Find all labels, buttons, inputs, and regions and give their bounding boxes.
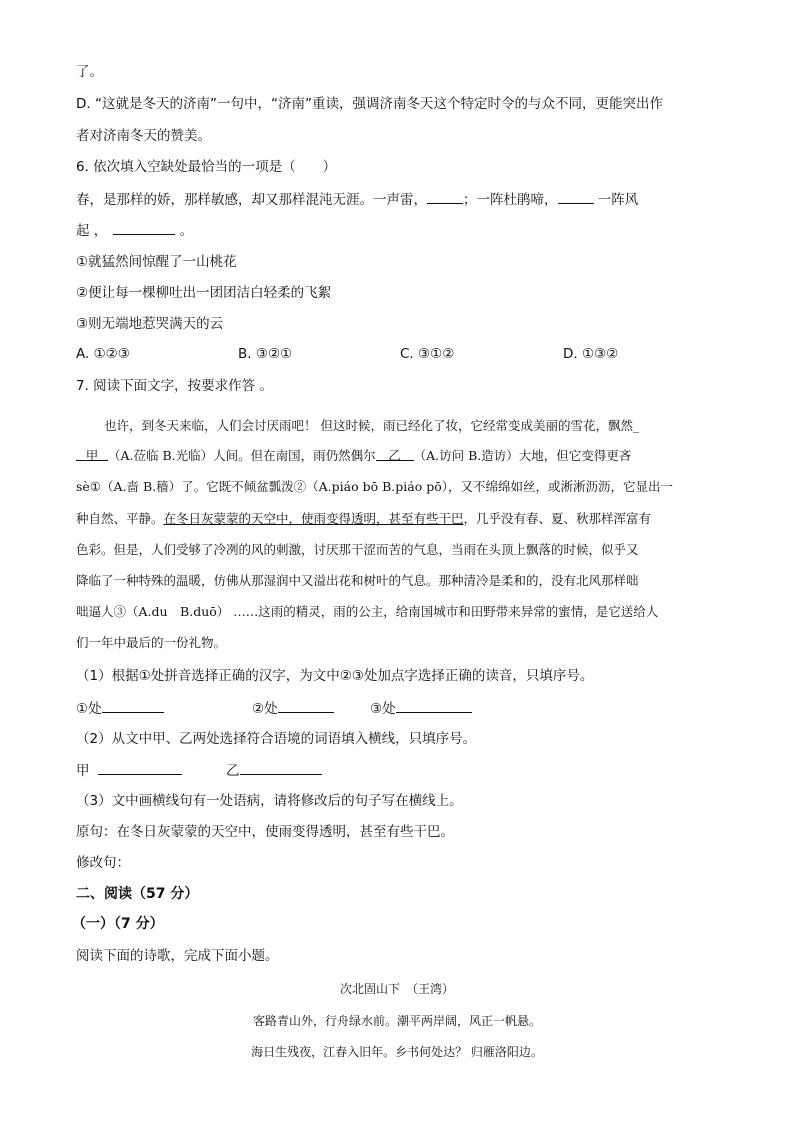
passage-text: （A.莅临 B.光临）人间。但在南国，雨仍然偶尔	[108, 448, 376, 463]
answer-blank	[113, 220, 175, 235]
answer-row	[252, 698, 334, 719]
stem-text: 一阵风	[593, 192, 639, 208]
option-c: C. ③①②	[400, 346, 455, 362]
option-a: A. ①②③	[76, 346, 130, 362]
passage-text: （A.访问 B.造访）大地，但它变得更吝	[413, 448, 632, 463]
question-6-stem	[76, 189, 638, 210]
stem-text: ；一阵杜鹃啼，	[463, 192, 558, 208]
answer-blank	[98, 760, 182, 775]
answer-label: 甲	[76, 763, 94, 779]
passage-text: 种自然、平静。	[76, 511, 164, 526]
stem-text: 起 ，	[76, 223, 108, 239]
choice-item: ①就猛然间惊醒了一山桃花	[76, 254, 237, 270]
choice-item: ③则无端地惹哭满天的云	[76, 316, 224, 332]
subsection-heading: （一）（7 分）	[72, 916, 164, 932]
answer-blank	[102, 698, 164, 713]
answer-blank	[427, 189, 463, 204]
option-d-line: D. “这就是冬天的济南”一句中，“济南”重读，强调济南冬天这个特定时令的与众不同，更能突出作	[76, 96, 663, 112]
choice-item: ②便让每一棵柳吐出一团团洁白轻柔的飞絮	[76, 285, 332, 301]
question-6-stem	[76, 220, 193, 241]
answer-row	[76, 760, 182, 781]
instruction-text: 阅读下面的诗歌，完成下面小题。	[76, 948, 279, 964]
stem-text: 。	[175, 223, 194, 239]
passage-line: 们一年中最后的一份礼物。	[76, 635, 227, 650]
stem-text: 春，是那样的娇，那样敏感，却又那样混沌无涯。一声雷，	[76, 192, 427, 208]
answer-label: ②处	[252, 701, 278, 717]
answer-blank	[240, 760, 322, 775]
answer-row	[76, 698, 164, 719]
answer-label: ③处	[370, 701, 396, 717]
passage-line	[76, 509, 651, 529]
sub-question-3: （3）文中画横线句有一处语病，请将修改后的句子写在横线上。	[76, 793, 463, 809]
original-sentence: 原句：在冬日灰蒙蒙的天空中，使雨变得透明，甚至有些干巴。	[76, 824, 454, 840]
underlined-sentence: 在冬日灰蒙蒙的天空中，使雨变得透明，甚至有些干巴	[163, 511, 464, 526]
poem-title: 次北固山下 （王湾）	[339, 982, 454, 996]
answer-blank	[396, 698, 472, 713]
passage-line: 也许，到冬天来临，人们会讨厌雨吧！ 但这时候，雨已经化了妆，它经常变成美丽的雪花，飘然_	[104, 418, 640, 433]
question-6: 6. 依次填入空缺处最恰当的一项是（ ）	[76, 159, 337, 175]
answer-blank	[558, 189, 594, 204]
passage-line: sè①（A.啬 B.穑）了。它既不倾盆瓢泼②（A.piáo bō B.piáo pō），又不绵绵如丝，或淅淅沥沥，它显出一	[76, 479, 673, 494]
question-7: 7. 阅读下面文字，按要求作答 。	[76, 378, 273, 394]
passage-text: ，几乎没有春、夏、秋那样浑富有	[463, 511, 652, 526]
sub-question-2: （2）从文中甲、乙两处选择符合语境的词语填入横线，只填序号。	[76, 731, 477, 747]
answer-blank	[278, 698, 334, 713]
answer-row	[370, 698, 472, 719]
passage-line: 色彩。但是，人们受够了冷冽的风的刺激，讨厌那干涩而苦的气息，当雨在头顶上飘落的时候，似乎又	[76, 542, 639, 557]
revised-sentence-label: 修改句：	[76, 855, 130, 871]
answer-label: 乙	[226, 763, 240, 779]
passage-line: 降临了一种特殊的温暖，仿佛从那湿润中又溢出花和树叶的气息。那种清冷是柔和的，没有北风那样咄	[76, 573, 639, 588]
answer-row	[226, 760, 322, 781]
passage-line: 咄逼人③（A.du B.duō） ……这雨的精灵，雨的公主，给南国城市和田野带来异常的蜜情，是它送给人	[76, 604, 659, 619]
option-b: B. ③②①	[238, 346, 293, 362]
passage-line	[76, 446, 631, 466]
option-d: D. ①③②	[563, 346, 619, 362]
blank-yi: 乙	[376, 446, 414, 461]
sub-question-1: （1）根据①处拼音选择正确的汉字，为文中②③处加点字选择正确的读音，只填序号。	[76, 668, 594, 684]
text-line: 者对济南冬天的赞美。	[76, 128, 211, 144]
poem-line: 海日生残夜，江春入旧年。乡书何处达？ 归雁洛阳边。	[251, 1045, 543, 1059]
answer-label: ①处	[76, 701, 102, 717]
text-line: 了。	[76, 64, 103, 80]
poem-line: 客路青山外，行舟绿水前。潮平两岸阔，风正一帆悬。	[252, 1014, 541, 1028]
section-heading: 二、阅读（57 分）	[76, 886, 199, 902]
blank-jia: 甲	[76, 446, 108, 461]
